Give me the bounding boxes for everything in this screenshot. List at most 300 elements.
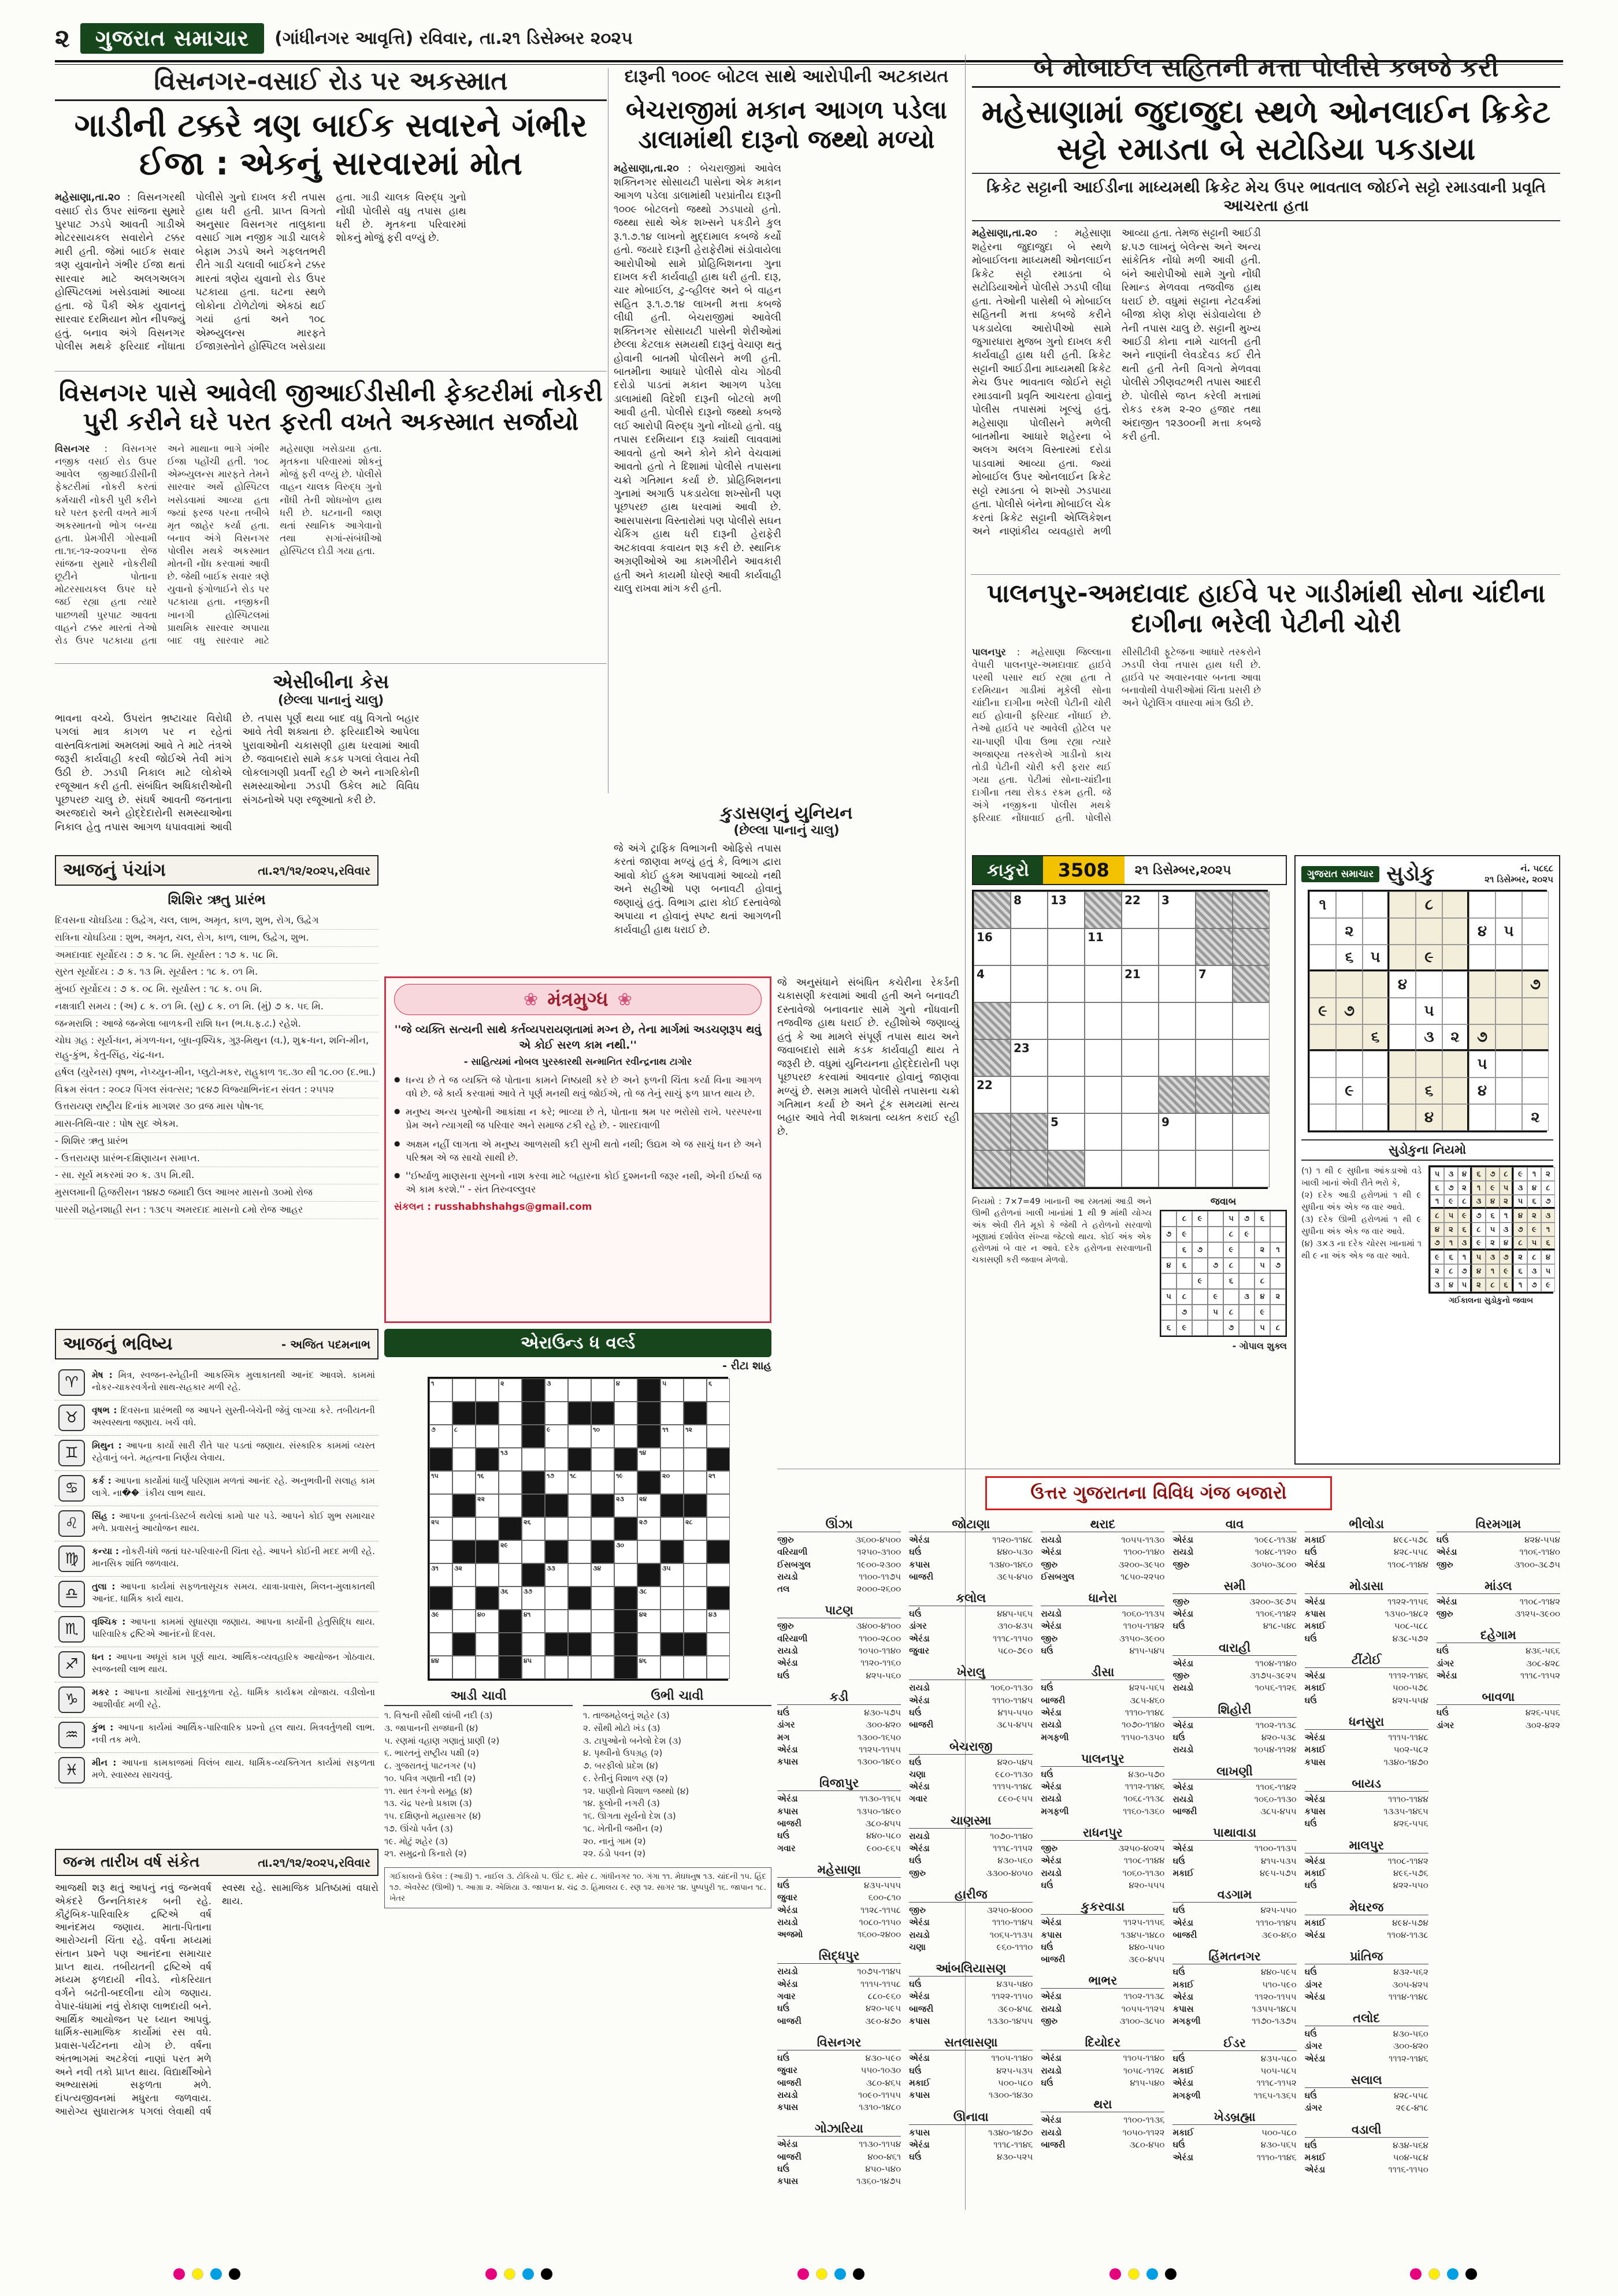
crossword-cell[interactable] (707, 1494, 730, 1517)
commodity-price-range: ૪૨૫-૫૬૫ (1129, 1682, 1165, 1693)
crossword-cell[interactable]: ૧૪ (637, 1448, 660, 1471)
sudoku-cell[interactable] (1522, 945, 1549, 971)
commodity-price-range: ૧૩૩૫-૧૪૬૫ (1383, 1806, 1428, 1817)
market-row (777, 1534, 901, 1546)
crossword-cell[interactable] (591, 1656, 614, 1679)
crossword-cell[interactable] (707, 1425, 730, 1448)
crossword-cell[interactable]: ૪૩ (707, 1610, 730, 1633)
sudoku-cell[interactable] (1336, 891, 1363, 918)
kakuro-header (972, 855, 1287, 885)
crossword-cell[interactable] (660, 1656, 684, 1679)
crossword-cell[interactable] (545, 1448, 568, 1471)
crossword-cell[interactable]: ૨૫ (429, 1517, 452, 1540)
sudoku-cell[interactable] (1389, 918, 1416, 945)
crossword-cell[interactable] (429, 1633, 452, 1656)
sudoku-cell[interactable] (1495, 1051, 1522, 1078)
kakuro-cell[interactable] (1048, 928, 1085, 965)
crossword-cell[interactable]: ૧૨ (684, 1425, 707, 1448)
commodity-price-range: ૧૩૩૦-૧૪૫૫ (988, 2016, 1033, 2027)
crossword-cell[interactable]: ૨૦ (660, 1471, 684, 1494)
crossword-cell[interactable]: ૯ (545, 1425, 568, 1448)
sudoku-cell[interactable] (1389, 891, 1416, 918)
sudoku-cell[interactable] (1442, 918, 1469, 945)
kakuro-cell[interactable] (1085, 1113, 1122, 1150)
sudoku-cell[interactable] (1363, 1078, 1389, 1104)
crossword-cell[interactable] (591, 1471, 614, 1494)
market-name: મહેસાણા (777, 1863, 901, 1878)
commodity-price-range: ૩૩૦૦-૪૦૫૦ (986, 1867, 1033, 1878)
market-name: વિરમગામ (1437, 1517, 1560, 1532)
crossword-cell[interactable] (545, 1402, 568, 1425)
kakuro-answer-cell (1270, 1305, 1286, 1320)
crossword-cell[interactable] (591, 1633, 614, 1656)
crossword-cell[interactable]: ૧૫ (429, 1471, 452, 1494)
market-rows (1172, 1534, 1296, 1571)
crossword-cell[interactable] (429, 1494, 452, 1517)
sudoku-cell: ૨ (1442, 1024, 1469, 1051)
sudoku-cell[interactable] (1442, 998, 1469, 1024)
crossword-cell[interactable] (684, 1540, 707, 1563)
crossword-cell[interactable] (568, 1494, 591, 1517)
crossword-black-cell (568, 1587, 591, 1610)
market-block (909, 1888, 1033, 1953)
across-clues (384, 1689, 573, 1860)
crossword-cell[interactable] (499, 1494, 522, 1517)
kakuro-cell[interactable] (1196, 1002, 1233, 1039)
sudoku-cell[interactable] (1442, 945, 1469, 971)
sudoku-cell[interactable] (1442, 891, 1469, 918)
crossword-cell[interactable] (591, 1517, 614, 1540)
kakuro-cell[interactable] (1159, 1039, 1196, 1076)
crossword-cell[interactable]: ૧૮ (568, 1471, 591, 1494)
market-row (1172, 1781, 1296, 1793)
kakuro-cell[interactable] (1011, 928, 1048, 965)
crossword-cell[interactable] (660, 1610, 684, 1633)
kakuro-cell[interactable] (1196, 1039, 1233, 1076)
crossword-cell[interactable]: ૨૨ (476, 1494, 499, 1517)
sudoku-cell[interactable] (1469, 1104, 1495, 1131)
crossword-black-cell (499, 1633, 522, 1656)
crossword-cell[interactable]: ૧૧ (660, 1425, 684, 1448)
crossword-cell[interactable] (476, 1517, 499, 1540)
sudoku-cell[interactable] (1495, 1104, 1522, 1131)
crossword-cell[interactable]: ૩૦ (614, 1540, 637, 1563)
crossword-black-cell (614, 1610, 637, 1633)
sudoku-cell[interactable] (1495, 1024, 1522, 1051)
kakuro-cell[interactable] (1011, 1002, 1048, 1039)
crossword-cell[interactable]: ૨૭ (637, 1517, 660, 1540)
sudoku-cell[interactable] (1416, 1051, 1442, 1078)
commodity-name: ઘઉં (1041, 1769, 1053, 1779)
crossword-cell[interactable] (614, 1402, 637, 1425)
sudoku-cell[interactable] (1363, 891, 1389, 918)
sudoku-cell: ૪ (1458, 1167, 1472, 1181)
kakuro-cell[interactable] (1233, 1113, 1270, 1150)
kakuro-cell[interactable] (1122, 1002, 1159, 1039)
kakuro-cell[interactable] (1085, 965, 1122, 1002)
market-block (1041, 1900, 1164, 1966)
sudoku-cell[interactable] (1522, 1051, 1549, 1078)
crossword-cell[interactable]: ૪૫ (522, 1656, 545, 1679)
crossword-cell[interactable] (707, 1563, 730, 1587)
crossword-cell[interactable] (522, 1448, 545, 1471)
sudoku-cell[interactable] (1495, 1078, 1522, 1104)
crossword-cell[interactable]: ૨૧ (707, 1471, 730, 1494)
crossword-cell[interactable] (545, 1656, 568, 1679)
horoscope-text (92, 1722, 375, 1746)
kakuro-cell[interactable] (1122, 1076, 1159, 1113)
crossword-cell[interactable] (684, 1656, 707, 1679)
kakuro-cell[interactable] (1048, 1002, 1085, 1039)
kakuro-cell[interactable] (1085, 1039, 1122, 1076)
market-rows (777, 1966, 901, 2027)
commodity-name: રાયડો (1041, 2003, 1062, 2014)
market-rows (1172, 1781, 1296, 1818)
commodity-price-range: ૧૧૨૫-૧૧૫૫ (858, 1744, 901, 1755)
sudoku-cell: ૬ (1500, 1278, 1513, 1292)
sudoku-cell[interactable] (1442, 971, 1469, 998)
crossword-cell[interactable] (614, 1563, 637, 1587)
sudoku-cell[interactable] (1495, 945, 1522, 971)
kakuro-cell[interactable] (1122, 1113, 1159, 1150)
sudoku-cell[interactable] (1389, 1024, 1416, 1051)
crossword-cell[interactable] (499, 1402, 522, 1425)
sudoku-cell[interactable] (1469, 891, 1495, 918)
kakuro-cell[interactable] (1048, 1039, 1085, 1076)
crossword-cell[interactable] (707, 1517, 730, 1540)
kakuro-cell[interactable] (1196, 1150, 1233, 1187)
sudoku-cell[interactable] (1363, 1051, 1389, 1078)
crossword-cell[interactable] (499, 1425, 522, 1448)
crossword-cell[interactable]: ૩ (545, 1379, 568, 1402)
crossword-cell[interactable] (452, 1587, 476, 1610)
continuation-subtitle: (છેલ્લા પાનાનું ચાલુ) (733, 823, 840, 838)
sudoku-cell[interactable] (1389, 1051, 1416, 1078)
commodity-price-range: ૧૮૫૦-૨૨૫૦ (1120, 1571, 1165, 1582)
crossword-cell[interactable] (568, 1563, 591, 1587)
crossword-cell[interactable]: ૩૪ (591, 1563, 614, 1587)
market-row (1172, 1596, 1296, 1608)
kakuro-cell[interactable] (1048, 1076, 1085, 1113)
sudoku-cell[interactable] (1469, 971, 1495, 998)
kakuro-cell[interactable] (1159, 965, 1196, 1002)
crossword-cell[interactable] (591, 1610, 614, 1633)
commodity-name: બાજરી (909, 2003, 934, 2014)
sudoku-cell[interactable] (1309, 918, 1336, 945)
market-row (1305, 1744, 1428, 1756)
crossword-cell[interactable]: ૧૦ (591, 1425, 614, 1448)
crossword-cell[interactable]: ૬ (707, 1379, 730, 1402)
sudoku-cell[interactable] (1442, 1078, 1469, 1104)
crossword-cell[interactable] (568, 1610, 591, 1633)
sudoku-cell[interactable] (1389, 945, 1416, 971)
kakuro-cell[interactable] (1233, 1150, 1270, 1187)
crossword-cell[interactable] (476, 1379, 499, 1402)
market-block (1041, 1591, 1164, 1657)
sudoku-cell[interactable] (1522, 891, 1549, 918)
sudoku-cell[interactable] (1469, 945, 1495, 971)
crossword-cell[interactable]: ૧૬ (476, 1471, 499, 1494)
sudoku-cell[interactable] (1336, 1104, 1363, 1131)
crossword-cell[interactable]: ૩૫ (660, 1563, 684, 1587)
commodity-price-range: ૧૦૭૦-૧૧૪૦ (990, 1830, 1033, 1841)
sudoku-cell[interactable] (1416, 918, 1442, 945)
sudoku-cell[interactable] (1442, 1104, 1469, 1131)
article-text: મહેસાણા જિલ્લાના વેપારી પાલનપુર-અમદાવાદ હાઈવે પરથી પસાર થઈ રહ્યા હતા તે દરમિયાન ગાડીમાં મૂકેલી સોના ચાંદીના દાગીના ભરેલી પેટીની ચોરી થઈ હોવાની ફરિયાદ નોંધાઈ છે. તેઓ હાઈવે પર આવેલી હોટેલ પર ચા-પાણી પીવા ઉભા રહ્યા ત્યારે અજાણ્યા તસ્કરોએ ગાડીનો કાચ તોડી પેટીની ચોરી કરી ફરાર થઈ ગયા હતા. પેટીમાં સોના-ચાંદીના દાગીના તથા રોકડ રકમ હતી. જે અંગે નજીકના પોલીસ મથકે ફરિયાદ નોંધાવાઈ હતી. પોલીસે સીસીટીવી ફૂટેજના આધારે તસ્કરોને ઝડપી લેવા તપાસ હાથ ધરી છે. હાઈવે પર અવારનવાર બનતા આવા બનાવોથી વેપારીઓમાં ચિંતા પ્રસરી છે અને પેટ્રોલિંગ વધારવા માંગ ઉઠી છે. (972, 646, 1261, 824)
crossword-cell[interactable] (545, 1610, 568, 1633)
commodity-name: એરંડા (1304, 1559, 1326, 1570)
crossword-cell[interactable] (591, 1587, 614, 1610)
sudoku-cell[interactable] (1495, 891, 1522, 918)
crossword-cell[interactable] (637, 1540, 660, 1563)
commodity-price-range: ૧૩૪૦-૧૪૬૦ (989, 1559, 1033, 1570)
market-section-title: ઉત્તર ગુજરાતના વિવિધ ગંજ બજારો (985, 1476, 1332, 1510)
crossword-cell[interactable] (707, 1402, 730, 1425)
commodity-name: બાજરી (777, 2077, 801, 2088)
crossword-cell[interactable] (429, 1402, 452, 1425)
crossword-cell[interactable]: ૩૧ (429, 1563, 452, 1587)
page-number: ૨ (55, 23, 70, 53)
sudoku-cell[interactable] (1442, 1051, 1469, 1078)
crossword-cell[interactable] (499, 1471, 522, 1494)
sudoku-cell[interactable] (1363, 918, 1389, 945)
crossword-cell[interactable] (660, 1587, 684, 1610)
kakuro-cell[interactable] (1233, 1002, 1270, 1039)
sudoku-cell: ૯ (1472, 1236, 1486, 1250)
commodity-price-range: ૧૧૧૮-૧૧૫૨ (993, 1843, 1033, 1854)
sudoku-cell[interactable] (1522, 1024, 1549, 1051)
crossword-cell[interactable] (684, 1471, 707, 1494)
sudoku-cell[interactable] (1522, 1078, 1549, 1104)
commodity-price-range: ૧૧૦૦-૧૧૪૦ (1123, 1547, 1165, 1558)
commodity-name: કપાસ (1304, 1756, 1326, 1767)
crossword-cell[interactable] (545, 1517, 568, 1540)
sudoku-cell[interactable] (1336, 1024, 1363, 1051)
crossword-cell[interactable]: ૩૩ (545, 1563, 568, 1587)
crossword-cell[interactable]: ૨૩ (614, 1494, 637, 1517)
kakuro-cell[interactable] (1011, 965, 1048, 1002)
kakuro-cell[interactable] (1085, 1150, 1122, 1187)
sudoku-cell[interactable] (1495, 998, 1522, 1024)
crossword-cell[interactable]: ૪ (614, 1379, 637, 1402)
crossword-cell[interactable] (522, 1633, 545, 1656)
crossword-cell[interactable] (637, 1633, 660, 1656)
crossword-cell[interactable]: ૪૦ (476, 1610, 499, 1633)
crossword-cell[interactable]: ૪૧ (522, 1610, 545, 1633)
kakuro-cell[interactable] (1122, 1039, 1159, 1076)
sudoku-cell[interactable] (1309, 1051, 1336, 1078)
commodity-name: એરંડા (1304, 1732, 1326, 1743)
sudoku-cell[interactable] (1336, 1051, 1363, 1078)
kakuro-cell[interactable] (1085, 1076, 1122, 1113)
crossword-cell[interactable] (522, 1540, 545, 1563)
commodity-name: એરંડા (777, 1744, 798, 1755)
sudoku-cell: ૫ (1416, 998, 1442, 1024)
market-name: ભીલોડા (1305, 1517, 1428, 1532)
kakuro-cell[interactable] (1085, 1002, 1122, 1039)
crossword-cell[interactable] (452, 1379, 476, 1402)
sudoku-cell[interactable] (1495, 971, 1522, 998)
dateline: મહેસાણા,તા.૨૦ (972, 228, 1037, 240)
crossword-cell[interactable]: ૧ (429, 1379, 452, 1402)
article-text: જે અંગે ટ્રાફિક વિભાગની ઓફિસે તપાસ કરતાં જાણવા મળ્યું હતું કે, વિભાગ દ્વારા આવો કોઈ હુકમ આપવામાં આવ્યો નથી અને સહીઓ પણ બનાવટી હોવાનું જણાયું હતું. વિભાગ દ્વારા કોઈ દસ્તાવેજો અપાયા ન હોવાનું સ્પષ્ટ થતાં આગળની કાર્યવાહી હાથ ધરાઈ છે. (614, 843, 781, 936)
sudoku-cell: ૪ (1469, 1078, 1495, 1104)
panchang-line: જન્મરાશિ : આજે જન્મેલા બાળકની રાશિ ધન (ભ.ધ.ફ.ઢ.) રહેશે. (55, 1016, 378, 1033)
sudoku-cell[interactable] (1416, 971, 1442, 998)
kakuro-cell[interactable] (1011, 1076, 1048, 1113)
crossword-cell[interactable]: ૩૬ (499, 1587, 522, 1610)
sudoku-cell: ૯ (1458, 1209, 1472, 1223)
crossword-black-cell (429, 1448, 452, 1471)
sudoku-cell[interactable] (1469, 998, 1495, 1024)
crossword-cell[interactable] (660, 1402, 684, 1425)
commodity-price-range: ૧૦૬૫-૧૧૩૫ (989, 1929, 1033, 1940)
crossword-cell[interactable]: ૨૮ (684, 1517, 707, 1540)
kakuro-clue-cell: 3 (1159, 891, 1196, 928)
crossword-cell[interactable]: ૨ (499, 1379, 522, 1402)
sudoku-cell[interactable] (1363, 1104, 1389, 1131)
commodity-price-range: ૪૩૨-૫૬૨ (1393, 1967, 1428, 1978)
crossword-cell[interactable] (684, 1379, 707, 1402)
crossword-cell[interactable]: ૩૭ (522, 1587, 545, 1610)
commodity-price-range: ૧૧૦૮-૧૧૪૨ (1519, 1596, 1560, 1607)
crossword-cell[interactable]: ૧૯ (614, 1471, 637, 1494)
sudoku-cell: ૫ (1430, 1167, 1444, 1181)
sudoku-cell[interactable] (1389, 1104, 1416, 1131)
crossword-black-cell (499, 1656, 522, 1679)
crossword-cell[interactable]: ૮ (452, 1425, 476, 1448)
market-row (777, 1793, 901, 1805)
crossword-cell[interactable] (452, 1656, 476, 1679)
sudoku-cell[interactable] (1309, 945, 1336, 971)
crossword-cell[interactable] (499, 1563, 522, 1587)
crossword-cell[interactable] (476, 1425, 499, 1448)
sudoku-cell[interactable] (1389, 998, 1416, 1024)
market-rows (909, 1682, 1033, 1731)
crossword-cell[interactable]: ૨૯ (499, 1540, 522, 1563)
kakuro-answer-cell: ૯ (1223, 1242, 1239, 1258)
sudoku-cell[interactable] (1309, 1024, 1336, 1051)
crossword-cell[interactable] (684, 1610, 707, 1633)
kakuro-clue-cell: 16 (974, 928, 1011, 965)
sudoku-cell[interactable] (1363, 998, 1389, 1024)
crossword-cell[interactable] (452, 1517, 476, 1540)
crossword-cell[interactable] (707, 1656, 730, 1679)
commodity-name: રાયડો (1172, 1744, 1194, 1755)
crossword-cell[interactable] (476, 1656, 499, 1679)
kakuro-cell[interactable] (1196, 1113, 1233, 1150)
crossword-cell[interactable] (614, 1425, 637, 1448)
sudoku-cell[interactable] (1522, 918, 1549, 945)
crossword-cell[interactable] (684, 1448, 707, 1471)
commodity-price-range: ૧૧૧૦-૧૧૪૫ (1256, 1917, 1297, 1928)
crossword-cell[interactable] (568, 1540, 591, 1563)
kakuro-cell[interactable] (1122, 928, 1159, 965)
commodity-name: એરંડા (1041, 1547, 1062, 1558)
kakuro-cell[interactable] (1048, 965, 1085, 1002)
sudoku-cell[interactable] (1309, 971, 1336, 998)
commodity-name: ડાંગર (1304, 2102, 1323, 2113)
crossword-cell[interactable] (684, 1563, 707, 1587)
market-row (1041, 2114, 1164, 2126)
commodity-name: રાયડો (777, 1571, 798, 1582)
crossword-cell[interactable]: ૩૨ (452, 1563, 476, 1587)
commodity-name: મગફળી (1041, 1732, 1069, 1743)
crossword-cell[interactable] (452, 1471, 476, 1494)
edition-dateline: (ગાંધીનગર આવૃત્તિ) રવિવાર, તા.૨૧ ડિસેમ્બર ૨૦૨૫ (274, 28, 633, 49)
crossword-cell[interactable]: ૧૭ (545, 1471, 568, 1494)
commodity-name: ઘઉં (1304, 1547, 1317, 1558)
crossword-cell[interactable]: ૪૬ (637, 1656, 660, 1679)
commodity-price-range: ૩૨૫૦-૪૦૦૦ (986, 1904, 1033, 1915)
market-block (1437, 1517, 1560, 1571)
commodity-name: કપાસ (1041, 1929, 1062, 1940)
crossword-cell[interactable]: ૨૪ (637, 1494, 660, 1517)
kakuro-cell[interactable] (1233, 1039, 1270, 1076)
article-kicker: બે મોબાઈલ સહિતની મત્તા પોલીસે કબજે કરી (972, 53, 1560, 88)
crossword-cell[interactable] (660, 1448, 684, 1471)
crossword-cell[interactable] (684, 1587, 707, 1610)
crossword-cell[interactable]: ૪૨ (637, 1610, 660, 1633)
crossword-cell[interactable]: ૫ (660, 1379, 684, 1402)
kakuro-cell[interactable] (1122, 1150, 1159, 1187)
crossword-cell[interactable] (452, 1448, 476, 1471)
crossword-cell[interactable] (660, 1517, 684, 1540)
crossword-cell[interactable] (452, 1610, 476, 1633)
kakuro-cell[interactable] (1159, 928, 1196, 965)
kakuro-answer-cell (1192, 1305, 1208, 1320)
market-row (909, 2015, 1033, 2027)
sudoku-cell[interactable] (1389, 1078, 1416, 1104)
crossword-cell[interactable] (545, 1587, 568, 1610)
crossword-cell[interactable]: ૨૬ (522, 1517, 545, 1540)
commodity-name: જીરુ (1041, 1633, 1058, 1644)
crossword-cell[interactable] (429, 1540, 452, 1563)
market-row (777, 1645, 901, 1657)
sudoku-cell[interactable] (1522, 998, 1549, 1024)
sudoku-cell: ૧ (1444, 1236, 1458, 1250)
market-row (1172, 1546, 1296, 1558)
sudoku-cell[interactable] (1336, 971, 1363, 998)
commodity-name: ઘઉં (1436, 1707, 1449, 1718)
crossword-cell[interactable] (568, 1656, 591, 1679)
crossword-cell[interactable] (568, 1425, 591, 1448)
crossword-cell[interactable]: ૩૮ (637, 1587, 660, 1610)
crossword-cell[interactable]: ૭ (429, 1425, 452, 1448)
kakuro-cell[interactable] (1159, 1002, 1196, 1039)
crossword-cell[interactable] (568, 1379, 591, 1402)
crossword-cell[interactable] (568, 1517, 591, 1540)
crossword-cell[interactable]: ૧૩ (499, 1448, 522, 1471)
commodity-name: કપાસ (777, 1805, 799, 1816)
crossword-cell[interactable] (591, 1379, 614, 1402)
crossword-cell[interactable]: ૩૯ (429, 1610, 452, 1633)
crossword-cell[interactable] (476, 1633, 499, 1656)
sudoku-cell[interactable] (1309, 1104, 1336, 1131)
crossword-cell[interactable] (476, 1563, 499, 1587)
crossword-cell[interactable]: ૪૪ (429, 1656, 452, 1679)
commodity-price-range: ૩૨૦૦-૩૯૫૦ (1118, 1559, 1165, 1570)
sudoku-cell[interactable] (1309, 1078, 1336, 1104)
sudoku-cell[interactable] (1363, 971, 1389, 998)
kakuro-cell[interactable] (1159, 1150, 1196, 1187)
crossword-cell[interactable] (591, 1448, 614, 1471)
commodity-name: ઘઉં (909, 1608, 922, 1619)
crossword-cell[interactable] (707, 1633, 730, 1656)
sudoku-cell: ૮ (1444, 1264, 1458, 1278)
article-liquor (614, 66, 959, 794)
sudoku-cell: ૫ (1444, 1209, 1458, 1223)
